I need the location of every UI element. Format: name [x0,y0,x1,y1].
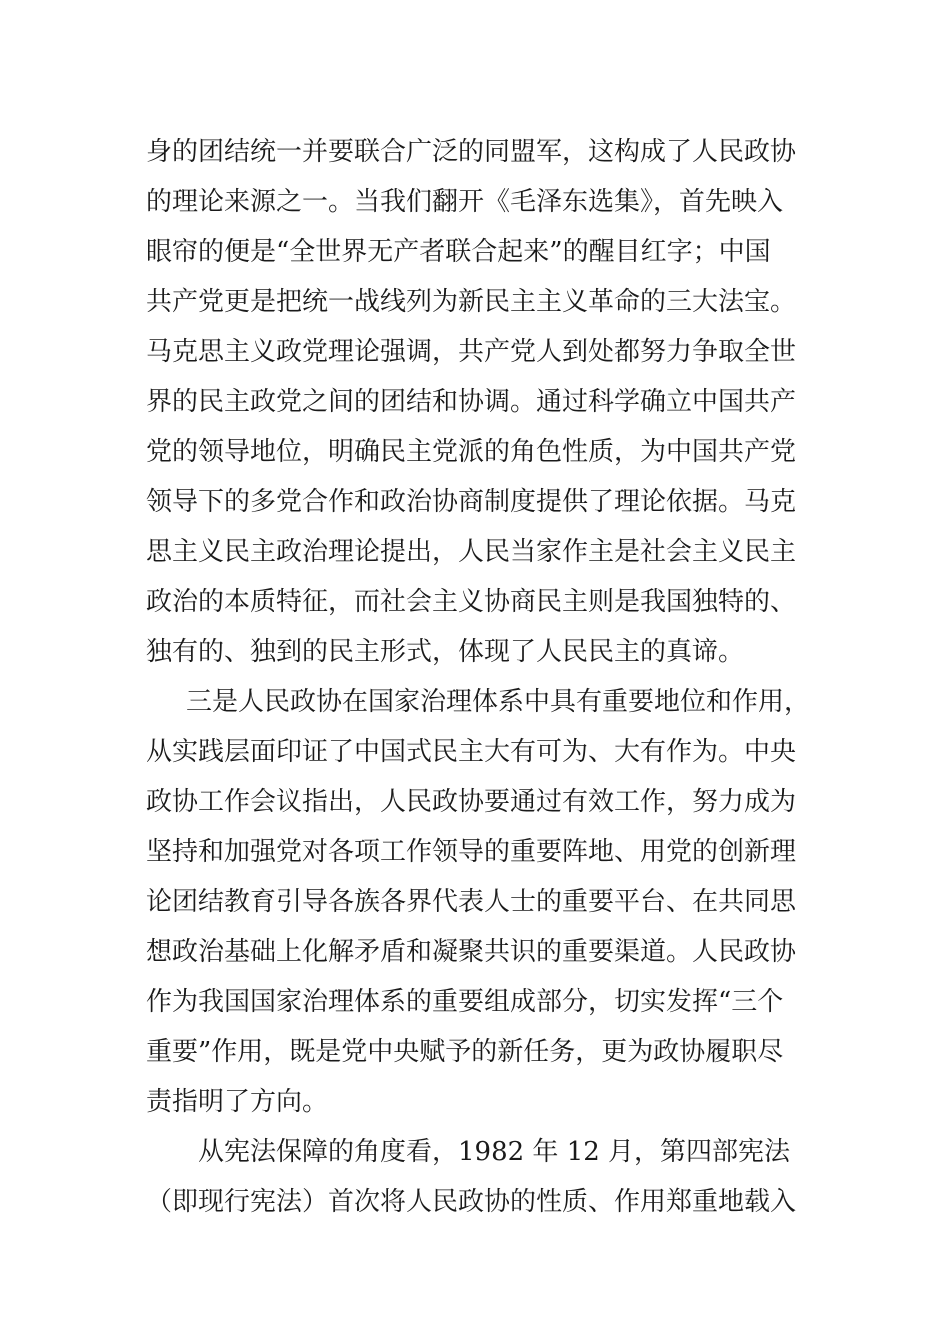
text-line: 从实践层面印证了中国式民主大有可为、大有作为。中央 [146,737,797,767]
text-line: （即现行宪法）首次将人民政协的性质、作用郑重地载入 [146,1187,797,1217]
text-line: 身的团结统一并要联合广泛的同盟军，这构成了人民政协 [146,137,797,167]
text-line: 政协工作会议指出，人民政协要通过有效工作，努力成为 [146,787,797,817]
text-line: 想政治基础上化解矛盾和凝聚共识的重要渠道。人民政协 [146,937,797,967]
body-text [146,127,810,1227]
text-line: 论团结教育引导各族各界代表人士的重要平台、在共同思 [146,887,797,917]
text-line: 坚持和加强党对各项工作领导的重要阵地、用党的创新理 [146,837,797,867]
text-line: 作为我国国家治理体系的重要组成部分，切实发挥“三个 [146,987,784,1017]
text-line: 马克思主义政党理论强调，共产党人到处都努力争取全世 [146,337,797,367]
paragraph-start-line: 从宪法保障的角度看，1982 年 12 月，第四部宪法 [198,1137,791,1167]
text-line: 责指明了方向。 [146,1087,329,1117]
text-line: 的理论来源之一。当我们翻开《毛泽东选集》，首先映入 [146,187,784,217]
text-line: 眼帘的便是“全世界无产者联合起来”的醒目红字；中国 [146,237,771,267]
text-line: 思主义民主政治理论提出，人民当家作主是社会主义民主 [146,537,797,567]
text-line: 独有的、独到的民主形式，体现了人民民主的真谛。 [146,637,745,667]
paragraph-start-line: 三是人民政协在国家治理体系中具有重要地位和作用， [186,687,810,717]
text-line: 界的民主政党之间的团结和协调。通过科学确立中国共产 [146,387,797,417]
text-line: 重要”作用，既是党中央赋予的新任务，更为政协履职尽 [146,1037,784,1067]
text-line: 共产党更是把统一战线列为新民主主义革命的三大法宝。 [146,287,797,317]
text-line: 领导下的多党合作和政治协商制度提供了理论依据。马克 [146,487,797,517]
text-line: 政治的本质特征，而社会主义协商民主则是我国独特的、 [146,587,797,617]
text-line: 党的领导地位，明确民主党派的角色性质，为中国共产党 [146,437,797,467]
